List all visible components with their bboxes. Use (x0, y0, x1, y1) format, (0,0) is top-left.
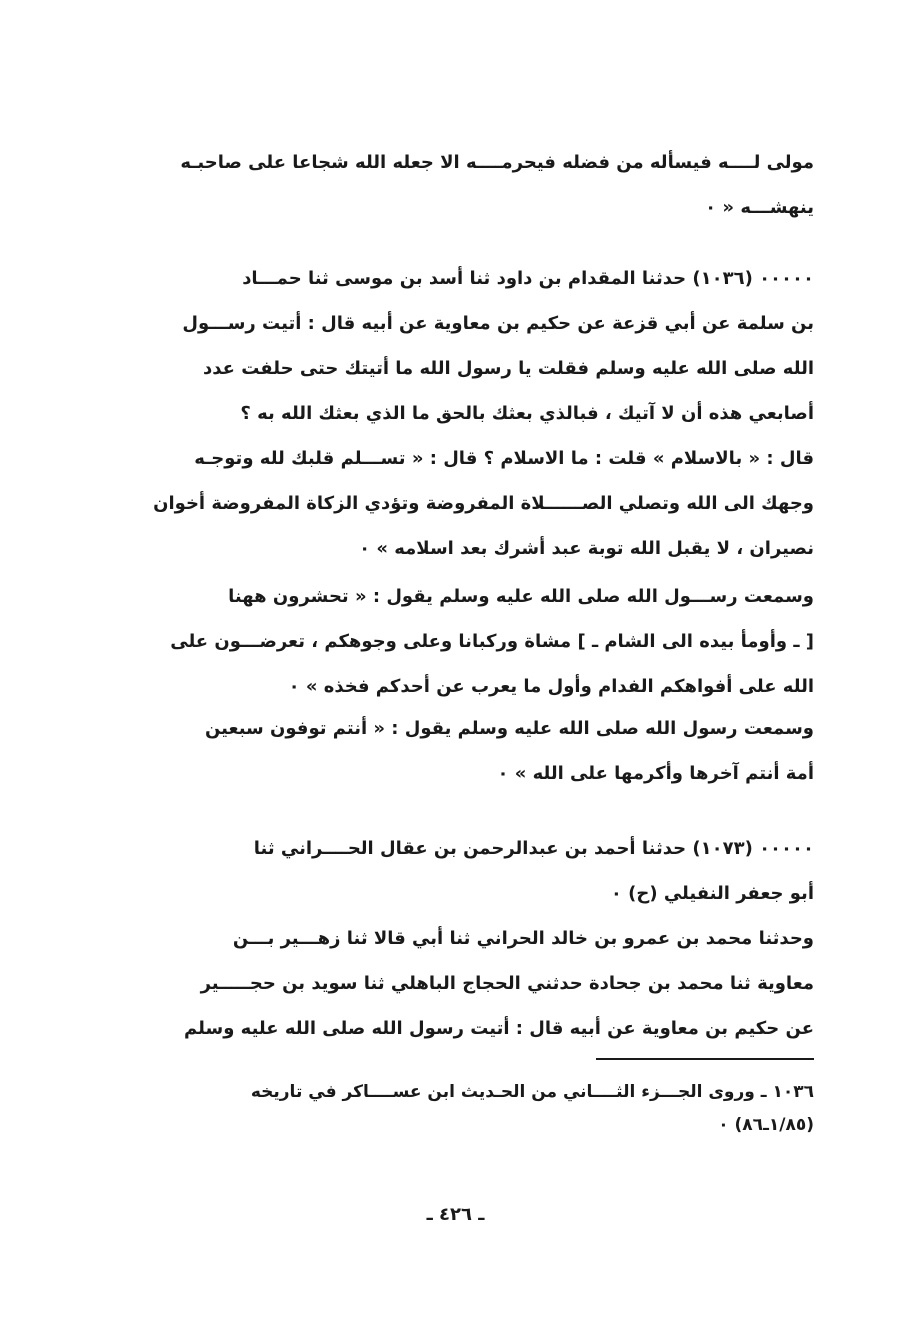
paragraph-line: [ ـ وأومأ بيده الى الشام ـ ] مشاة وركبانا وعلى وجوهكم ، تعرضـــون على (170, 631, 814, 652)
paragraph-line: ينهشـــه « ٠ (705, 197, 814, 218)
paragraph-line: وحدثنا محمد بن عمرو بن خالد الحراني ثنا أبي قالا ثنا زهـــير بـــن (232, 928, 814, 949)
footnote (108, 1076, 814, 1142)
paragraph-line: أصابعي هذه أن لا آتيك ، فبالذي بعثك بالحق ما الذي بعثك الله به ؟ (240, 403, 814, 424)
paragraph-line: وسمعت رسول الله صلى الله عليه وسلم يقول : « أنتم توفون سبعين (204, 718, 814, 739)
footnote-line: ١٠٣٦ ـ وروى الجـــزء الثــــاني من الحـديث ابن عســــاكر في تاريخه (250, 1082, 814, 1102)
paragraph-line: أمة أنتم آخرها وأكرمها على الله » ٠ (497, 763, 814, 784)
paragraph-1 (108, 140, 814, 230)
page-number: ـ ٤٢٦ ـ (426, 1204, 485, 1225)
paragraph-6 (108, 916, 814, 1051)
paragraph-2 (108, 256, 814, 571)
paragraph-4 (108, 706, 814, 796)
paragraph-line: نصيران ، لا يقبل الله توبة عبد أشرك بعد اسلامه » ٠ (359, 538, 814, 559)
paragraph-line: ٠٠٠٠٠ (١٠٧٣) حدثنا أحمد بن عبدالرحمن بن عقال الحــــراني ثنا (253, 838, 814, 859)
footnote-line: (١/٨٥ـ٨٦) ٠ (718, 1115, 814, 1135)
paragraph-line: بن سلمة عن أبي قزعة عن حكيم بن معاوية عن أبيه قال : أتيت رســـول (182, 313, 814, 334)
paragraph-line: ٠٠٠٠٠ (١٠٣٦) حدثنا المقدام بن داود ثنا أسد بن موسى ثنا حمـــاد (242, 268, 814, 289)
paragraph-line: قال : « بالاسلام » قلت : ما الاسلام ؟ قال : « تســـلم قلبك لله وتوجـه (194, 448, 814, 469)
paragraph-line: أبو جعفر النفيلي (ح) ٠ (610, 883, 814, 904)
paragraph-line: معاوية ثنا محمد بن جحادة حدثني الحجاج الباهلي ثنا سويد بن حجـــــير (200, 973, 814, 994)
paragraph-line: وجهك الى الله وتصلي الصــــــلاة المفروضة وتؤدي الزكاة المفروضة أخوان (153, 493, 814, 514)
paragraph-line: وسمعت رســـول الله صلى الله عليه وسلم يقول : « تحشرون ههنا (228, 586, 814, 607)
footnote-divider (596, 1058, 814, 1060)
paragraph-line: الله على أفواهكم الفدام وأول ما يعرب عن أحدكم فخذه » ٠ (288, 676, 814, 697)
paragraph-line: الله صلى الله عليه وسلم فقلت يا رسول الله ما أتيتك حتى حلفت عدد (203, 358, 814, 379)
paragraph-line: عن حكيم بن معاوية عن أبيه قال : أتيت رسول الله صلى الله عليه وسلم (184, 1018, 814, 1039)
paragraph-line: مولى لــــه فيسأله من فضله فيحرمــــه الا جعله الله شجاعا على صاحبـه (180, 152, 814, 173)
paragraph-3 (108, 574, 814, 709)
paragraph-5 (108, 826, 814, 916)
